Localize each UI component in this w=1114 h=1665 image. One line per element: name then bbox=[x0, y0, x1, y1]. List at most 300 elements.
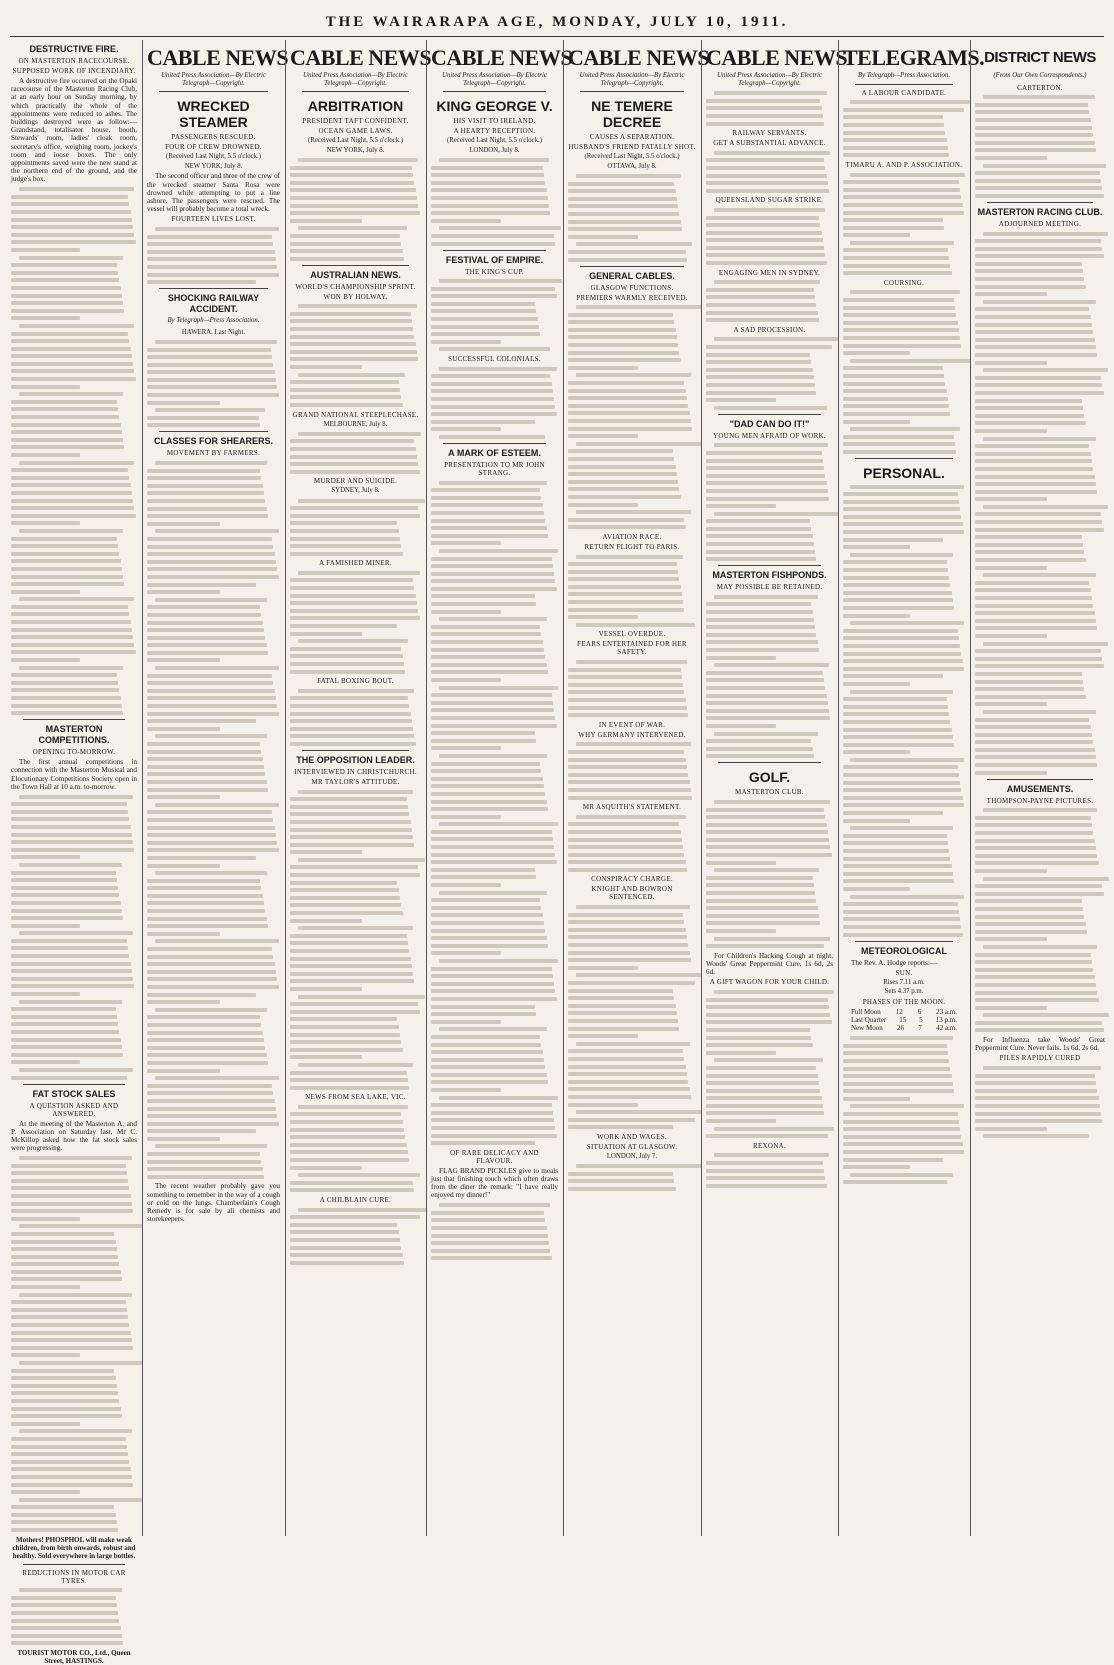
text-line bbox=[11, 1022, 118, 1026]
text-line bbox=[147, 757, 263, 761]
text-line bbox=[431, 800, 547, 804]
text-line bbox=[11, 1255, 118, 1259]
article-subheading: HUSBAND'S FRIEND FATALLY SHOT. bbox=[568, 143, 696, 152]
text-line bbox=[568, 1057, 684, 1061]
text-line bbox=[843, 1044, 947, 1048]
body-text-lines bbox=[290, 1208, 421, 1265]
article-subheading: GET A SUBSTANTIAL ADVANCE. bbox=[713, 139, 826, 148]
text-line bbox=[431, 412, 557, 416]
text-line bbox=[431, 211, 550, 215]
text-line bbox=[290, 173, 413, 177]
article-subheading: PILES RAPIDLY CURED bbox=[999, 1054, 1081, 1063]
text-line bbox=[290, 335, 414, 339]
text-line bbox=[431, 670, 548, 674]
text-line bbox=[147, 909, 265, 913]
text-line bbox=[147, 514, 268, 518]
text-line bbox=[706, 238, 823, 242]
text-line bbox=[147, 348, 271, 352]
text-line bbox=[11, 369, 134, 373]
text-line bbox=[843, 538, 943, 542]
article-headline: AMUSEMENTS. bbox=[1006, 783, 1074, 794]
text-line bbox=[11, 977, 133, 981]
text-line bbox=[431, 701, 553, 705]
text-line bbox=[147, 985, 279, 989]
text-line bbox=[975, 869, 1047, 873]
text-line bbox=[975, 657, 1102, 661]
text-line bbox=[11, 544, 118, 548]
text-line bbox=[290, 632, 362, 636]
text-line bbox=[706, 1013, 830, 1017]
text-line bbox=[155, 871, 267, 875]
article-subheading: MOVEMENT BY FARMERS. bbox=[166, 449, 261, 458]
article-subheading: OF RARE DELICACY AND FLAVOUR. bbox=[450, 1148, 539, 1165]
text-line bbox=[975, 1112, 1101, 1116]
article-headline: FAT STOCK SALES bbox=[32, 1088, 116, 1099]
text-line bbox=[290, 911, 403, 915]
text-line bbox=[147, 917, 267, 921]
text-line bbox=[568, 381, 684, 385]
column-rule bbox=[970, 40, 971, 1536]
text-line bbox=[843, 1051, 948, 1055]
text-line bbox=[843, 138, 947, 142]
text-line bbox=[11, 1045, 122, 1049]
article-subheading: HIS VISIT TO IRELAND. bbox=[453, 117, 536, 126]
article-headline: AUSTRALIAN NEWS. bbox=[310, 269, 401, 280]
text-line bbox=[290, 312, 411, 316]
body-text-lines bbox=[290, 689, 421, 746]
text-line bbox=[11, 240, 136, 244]
text-line bbox=[431, 294, 557, 298]
text-line bbox=[147, 378, 276, 382]
text-line bbox=[147, 1038, 264, 1042]
text-line bbox=[290, 537, 400, 541]
text-line bbox=[11, 1277, 122, 1281]
text-line bbox=[439, 822, 558, 826]
text-line bbox=[843, 652, 961, 656]
text-line bbox=[706, 1169, 824, 1173]
body-text-lines bbox=[147, 461, 280, 1179]
text-line bbox=[11, 415, 119, 419]
text-line bbox=[431, 405, 555, 409]
text-line bbox=[290, 350, 417, 354]
column-heading: TELEGRAMS. bbox=[843, 45, 985, 70]
text-line bbox=[290, 972, 413, 976]
text-line bbox=[11, 848, 134, 852]
section-divider bbox=[443, 91, 546, 92]
text-line bbox=[11, 1053, 123, 1057]
text-line bbox=[431, 1103, 552, 1107]
text-line bbox=[843, 576, 949, 580]
text-line bbox=[576, 305, 703, 309]
text-line bbox=[290, 696, 408, 700]
article-subheading: ADJOURNED MEETING. bbox=[998, 219, 1082, 228]
body-text-lines bbox=[290, 1105, 421, 1193]
moon-phase-hour: 6 bbox=[917, 1007, 922, 1016]
text-line bbox=[11, 711, 123, 715]
text-line bbox=[568, 860, 686, 864]
text-line bbox=[706, 899, 816, 903]
text-line bbox=[290, 828, 412, 832]
text-line bbox=[568, 227, 682, 231]
text-line bbox=[843, 803, 964, 807]
text-line bbox=[975, 307, 1089, 311]
text-line bbox=[147, 1099, 275, 1103]
text-line bbox=[439, 1203, 551, 1207]
text-line bbox=[576, 660, 687, 664]
text-line bbox=[431, 1141, 535, 1145]
column-6 bbox=[703, 40, 848, 1536]
text-line bbox=[147, 476, 261, 480]
text-line bbox=[11, 688, 119, 692]
text-line bbox=[431, 519, 545, 523]
text-line bbox=[290, 903, 401, 907]
article-subheading: SUN. bbox=[895, 968, 913, 977]
text-line bbox=[568, 935, 687, 939]
text-line bbox=[11, 1414, 122, 1418]
article-subheading: THOMPSON-PAYNE PICTURES. bbox=[986, 796, 1094, 805]
text-line bbox=[147, 886, 261, 890]
text-line bbox=[431, 830, 552, 834]
text-line bbox=[298, 571, 420, 575]
text-line bbox=[11, 833, 132, 837]
text-line bbox=[706, 701, 828, 705]
article-subheading: PREMIERS WARMLY RECEIVED. bbox=[576, 293, 688, 302]
text-line bbox=[975, 528, 1104, 532]
text-line bbox=[975, 634, 1047, 638]
text-line bbox=[568, 404, 688, 408]
byline: By Telegraph—Press Association. bbox=[167, 317, 260, 325]
text-line bbox=[11, 1285, 80, 1289]
moon-phase-time: 23 a.m. bbox=[936, 1007, 957, 1016]
article-paragraph: The Rev. A. Hodge reports:— bbox=[851, 958, 938, 967]
text-line bbox=[706, 891, 815, 895]
text-line bbox=[431, 929, 545, 933]
text-line bbox=[568, 1027, 679, 1031]
article-paragraph: The first annual competitions in connection with the Masterton Musical and Elocutionary Competitions Society open in the Town Hall at 10 a.m. to-morrow. bbox=[11, 758, 137, 791]
text-line bbox=[147, 788, 268, 792]
text-line bbox=[843, 667, 964, 671]
text-line bbox=[290, 552, 403, 556]
text-line bbox=[975, 383, 1102, 387]
text-line bbox=[11, 309, 124, 313]
text-line bbox=[843, 864, 952, 868]
text-line bbox=[11, 704, 122, 708]
text-line bbox=[568, 706, 687, 710]
body-text-lines bbox=[843, 485, 965, 937]
text-line bbox=[706, 368, 813, 372]
text-line bbox=[983, 368, 1108, 372]
article-paragraph: For Influenza take Woods' Great Peppermint Cure. Never fails. 1s 6d, 2s 6d. bbox=[975, 1036, 1105, 1053]
text-line bbox=[11, 1038, 121, 1042]
text-line bbox=[975, 254, 1104, 258]
text-line bbox=[11, 954, 129, 958]
moon-phase-time: 42 a.m. bbox=[936, 1024, 957, 1033]
text-line bbox=[850, 826, 952, 830]
text-line bbox=[290, 1086, 409, 1090]
text-line bbox=[568, 525, 686, 529]
text-line bbox=[706, 1176, 825, 1180]
text-line bbox=[576, 373, 691, 377]
text-line bbox=[850, 241, 954, 245]
text-line bbox=[576, 174, 681, 178]
text-line bbox=[290, 1071, 407, 1075]
text-line bbox=[714, 1058, 823, 1062]
text-line bbox=[11, 909, 122, 913]
body-text-lines bbox=[568, 905, 696, 1129]
text-line bbox=[431, 898, 540, 902]
text-line bbox=[706, 830, 828, 834]
text-line bbox=[850, 100, 970, 104]
text-line bbox=[850, 1036, 952, 1040]
text-line bbox=[431, 777, 543, 781]
text-line bbox=[843, 203, 963, 207]
text-line bbox=[975, 353, 1097, 357]
text-line bbox=[843, 389, 947, 393]
text-line bbox=[706, 375, 814, 379]
text-line bbox=[850, 427, 960, 431]
text-line bbox=[975, 535, 1082, 539]
text-line bbox=[290, 257, 404, 261]
text-line bbox=[843, 811, 943, 815]
text-line bbox=[843, 188, 960, 192]
text-line bbox=[431, 1035, 540, 1039]
text-line bbox=[568, 220, 681, 224]
text-line bbox=[147, 651, 268, 655]
text-line bbox=[290, 249, 403, 253]
text-line bbox=[147, 795, 220, 799]
text-line bbox=[568, 758, 686, 762]
column-rule bbox=[142, 40, 143, 1536]
text-line bbox=[290, 949, 409, 953]
text-line bbox=[431, 188, 547, 192]
article-subheading: WORK AND WAGES. bbox=[597, 1132, 667, 1141]
text-line bbox=[298, 158, 419, 162]
advertisement: TOURIST MOTOR CO., Ltd., Queen Street, HASTINGS. bbox=[17, 1649, 131, 1665]
text-line bbox=[19, 666, 124, 670]
article-subheading: A QUESTION ASKED AND ANSWERED. bbox=[29, 1101, 119, 1118]
text-line bbox=[431, 309, 536, 313]
moon-phase-day: 26 bbox=[897, 1024, 905, 1033]
text-line bbox=[290, 805, 408, 809]
text-line bbox=[11, 1641, 123, 1645]
article-headline: FESTIVAL OF EMPIRE. bbox=[445, 254, 544, 265]
text-line bbox=[11, 1369, 114, 1373]
text-line bbox=[11, 1399, 119, 1403]
text-line bbox=[431, 602, 536, 606]
text-line bbox=[975, 285, 1086, 289]
text-line bbox=[706, 246, 824, 250]
text-line bbox=[298, 304, 417, 308]
text-line bbox=[975, 1006, 1047, 1010]
text-line bbox=[431, 982, 554, 986]
text-line bbox=[431, 967, 552, 971]
column-rule bbox=[838, 40, 839, 1536]
text-line bbox=[706, 694, 827, 698]
text-line bbox=[706, 618, 814, 622]
text-line bbox=[147, 947, 272, 951]
text-line bbox=[706, 1119, 776, 1123]
text-line bbox=[568, 592, 682, 596]
text-line bbox=[19, 324, 135, 328]
text-line bbox=[147, 879, 260, 883]
text-line bbox=[431, 944, 548, 948]
text-line bbox=[290, 670, 405, 674]
text-line bbox=[19, 461, 135, 465]
text-line bbox=[706, 451, 822, 455]
text-line bbox=[843, 435, 954, 439]
text-line bbox=[850, 1104, 963, 1108]
text-line bbox=[19, 256, 124, 260]
text-line bbox=[975, 960, 1092, 964]
text-line bbox=[843, 1127, 960, 1131]
body-text-lines bbox=[975, 95, 1105, 198]
moon-phase-row bbox=[851, 1008, 957, 1016]
text-line bbox=[706, 754, 814, 758]
text-line bbox=[147, 696, 276, 700]
text-line bbox=[431, 503, 543, 507]
text-line bbox=[843, 750, 910, 754]
text-line bbox=[706, 261, 827, 265]
article-subheading: MR ASQUITH'S STATEMENT. bbox=[582, 803, 682, 812]
body-text-lines bbox=[706, 91, 833, 125]
text-line bbox=[290, 462, 418, 466]
body-text-lines bbox=[975, 1066, 1105, 1138]
text-line bbox=[576, 1164, 703, 1168]
text-line bbox=[11, 1611, 118, 1615]
article-subheading: VESSEL OVERDUE. bbox=[598, 630, 666, 639]
moon-phase-time: 13 p.m. bbox=[935, 1016, 957, 1025]
text-line bbox=[11, 1490, 80, 1494]
body-text-lines bbox=[431, 279, 558, 351]
text-line bbox=[706, 853, 832, 857]
column-2 bbox=[144, 40, 289, 1536]
text-line bbox=[576, 555, 684, 559]
text-line bbox=[147, 772, 265, 776]
text-line bbox=[147, 355, 272, 359]
text-line bbox=[706, 656, 776, 660]
text-line bbox=[983, 300, 1096, 304]
text-line bbox=[431, 1020, 501, 1024]
section-divider bbox=[23, 1084, 125, 1085]
text-line bbox=[11, 1596, 116, 1600]
text-line bbox=[568, 518, 684, 522]
text-line bbox=[568, 434, 638, 438]
text-line bbox=[147, 901, 264, 905]
text-line bbox=[975, 907, 1083, 911]
text-line bbox=[147, 385, 277, 389]
text-line bbox=[431, 1118, 554, 1122]
text-line bbox=[568, 996, 674, 1000]
text-line bbox=[843, 834, 947, 838]
text-line bbox=[290, 439, 414, 443]
text-line bbox=[11, 483, 131, 487]
text-line bbox=[706, 838, 829, 842]
text-line bbox=[843, 108, 964, 112]
text-line bbox=[147, 1031, 263, 1035]
text-line bbox=[147, 499, 265, 503]
text-line bbox=[706, 739, 811, 743]
text-line bbox=[11, 612, 129, 616]
text-line bbox=[290, 896, 400, 900]
text-line bbox=[147, 924, 268, 928]
text-line bbox=[568, 1103, 638, 1107]
text-line bbox=[431, 557, 552, 561]
text-line bbox=[843, 412, 950, 416]
text-line bbox=[11, 491, 132, 495]
column-8 bbox=[972, 40, 1108, 1536]
byline: United Press Association—By Electric Telegraph—Copyright. bbox=[579, 72, 685, 87]
article-headline: ARBITRATION bbox=[307, 98, 404, 115]
text-line bbox=[975, 361, 1047, 365]
text-line bbox=[11, 1626, 121, 1630]
text-line bbox=[568, 1019, 678, 1023]
text-line bbox=[431, 974, 553, 978]
text-line bbox=[714, 732, 818, 736]
text-line bbox=[290, 166, 412, 170]
section-divider bbox=[987, 202, 1093, 203]
text-line bbox=[975, 884, 1102, 888]
article-headline: "DAD CAN DO IT!" bbox=[729, 418, 810, 429]
text-line bbox=[568, 913, 683, 917]
text-line bbox=[11, 650, 136, 654]
text-line bbox=[19, 1361, 144, 1365]
text-line bbox=[843, 1158, 943, 1162]
text-line bbox=[431, 389, 553, 393]
article-subheading: YOUNG MEN AFRAID OF WORK. bbox=[713, 431, 826, 440]
text-line bbox=[11, 696, 121, 700]
text-line bbox=[11, 939, 127, 943]
text-line bbox=[431, 1226, 547, 1230]
text-line bbox=[147, 704, 277, 708]
text-line bbox=[431, 325, 539, 329]
text-line bbox=[11, 643, 134, 647]
article-headline: GOLF. bbox=[748, 769, 791, 786]
text-line bbox=[19, 1498, 144, 1502]
text-line bbox=[983, 505, 1108, 509]
article-headline: MASTERTON FISHPONDS. bbox=[712, 570, 827, 581]
text-line bbox=[568, 328, 676, 332]
text-line bbox=[706, 557, 816, 561]
text-line bbox=[147, 567, 277, 571]
text-line bbox=[11, 377, 136, 381]
text-line bbox=[568, 419, 691, 423]
text-line bbox=[147, 1175, 264, 1179]
text-line bbox=[975, 831, 1093, 835]
text-line bbox=[706, 1005, 829, 1009]
text-line bbox=[11, 1505, 114, 1509]
article-subheading: FOUR OF CREW DROWNED. bbox=[165, 143, 262, 152]
text-line bbox=[568, 773, 688, 777]
text-line bbox=[155, 734, 267, 738]
text-line bbox=[714, 937, 831, 941]
article-subheading: A FAMISHED MINER. bbox=[319, 559, 392, 568]
text-line bbox=[290, 327, 413, 331]
text-line bbox=[843, 705, 948, 709]
text-line bbox=[843, 788, 961, 792]
text-line bbox=[147, 856, 256, 860]
text-line bbox=[714, 990, 835, 994]
text-line bbox=[11, 263, 117, 267]
text-line bbox=[431, 762, 540, 766]
text-line bbox=[843, 682, 910, 686]
text-line bbox=[147, 575, 279, 579]
text-line bbox=[706, 1081, 819, 1085]
text-line bbox=[706, 466, 824, 470]
text-line bbox=[706, 709, 829, 713]
body-text-lines bbox=[843, 1036, 965, 1184]
text-line bbox=[11, 681, 118, 685]
text-line bbox=[714, 91, 827, 95]
